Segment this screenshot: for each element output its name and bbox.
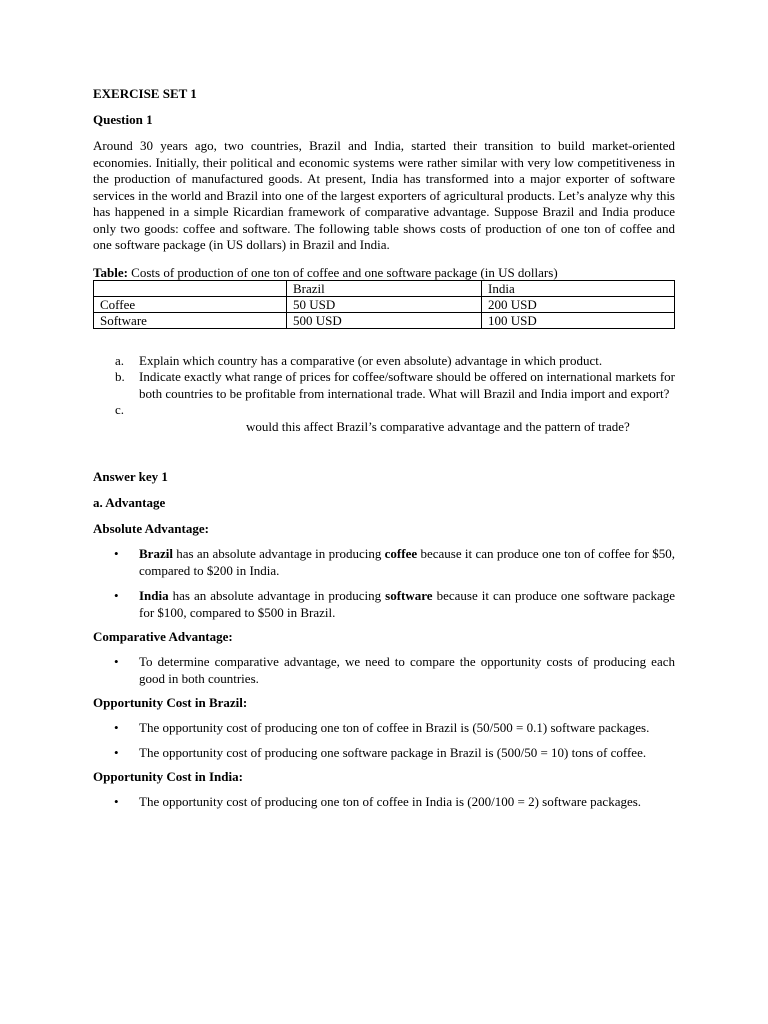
- section-a-title: a. Advantage: [93, 495, 166, 510]
- list-item: [93, 793, 675, 810]
- list-text: The opportunity cost of producing one ton of coffee in India is (200/100 = 2) software packages.: [139, 794, 642, 809]
- table-caption-text: Costs of production of one ton of coffee and one software package (in US dollars): [127, 264, 558, 280]
- good-name: software: [385, 588, 433, 603]
- question-marker: c.: [115, 402, 125, 417]
- intro-paragraph: Around 30 years ago, two countries, Brazil and India, started their transition to build market-oriented economies. Initially, their political and economic systems were rather similar with very low competitiveness in the production of manufactured goods. At present, India has transformed into a major exporter of software services in the world and Brazil into one of the largest exporters of agricultural products. Let’s analyze why this has happened in a simple Ricardian framework of comparative advantage. Suppose Brazil and India produce only two goods: coffee and software. The following table shows costs of production of one ton of coffee and one software package (in US dollars) in Brazil and India.: [93, 138, 675, 252]
- list-item: [93, 719, 675, 736]
- bullet: •: [114, 794, 119, 809]
- table-header-cell: Brazil: [287, 280, 482, 296]
- bullet: •: [114, 654, 119, 669]
- table-caption: [93, 265, 675, 280]
- table-caption-label: Table:: [93, 264, 128, 280]
- table-header-cell: India: [482, 280, 675, 296]
- list-text: To determine comparative advantage, we need to compare the opportunity costs of producing each good in both countries.: [139, 654, 675, 686]
- comparative-list: [93, 653, 675, 687]
- opp-brazil-list: [93, 719, 675, 761]
- country-name: India: [139, 588, 169, 603]
- answer-title: Answer key 1: [93, 469, 168, 484]
- list-text: has an absolute advantage in producing: [172, 546, 385, 561]
- list-text: because it can produce one software package for $100, compared to $500 in Brazil.: [139, 588, 675, 620]
- comparative-heading: Comparative Advantage:: [93, 629, 233, 644]
- table-header-cell: [94, 280, 287, 296]
- table-cell: 500 USD: [287, 312, 482, 328]
- list-text: The opportunity cost of producing one ton of coffee in Brazil is (50/500 = 0.1) software packages.: [139, 720, 650, 735]
- opp-india-heading: Opportunity Cost in India:: [93, 769, 243, 784]
- absolute-heading: Absolute Advantage:: [93, 521, 209, 536]
- country-name: Brazil: [139, 546, 173, 561]
- bullet: •: [114, 588, 119, 603]
- bullet: •: [114, 546, 119, 561]
- table-row: [94, 296, 675, 312]
- good-name: coffee: [384, 546, 418, 561]
- table-cell: Software: [94, 312, 287, 328]
- table-cell: Coffee: [94, 296, 287, 312]
- exercise-title: EXERCISE SET 1: [93, 86, 197, 101]
- list-item: [93, 653, 675, 687]
- bullet: •: [114, 720, 119, 735]
- question-item: [93, 369, 675, 402]
- question-marker: b.: [115, 369, 125, 384]
- question-c-continuation: would this affect Brazil’s comparative advantage and the pattern of trade?: [246, 418, 630, 434]
- absolute-list: [93, 545, 675, 621]
- table-cell: 50 USD: [287, 296, 482, 312]
- bullet: •: [114, 745, 119, 760]
- question-marker: a.: [115, 352, 125, 368]
- opp-brazil-heading: Opportunity Cost in Brazil:: [93, 695, 248, 710]
- list-item: [93, 744, 675, 761]
- cost-table: [93, 280, 675, 329]
- question-list: [93, 353, 675, 419]
- table-cell: 100 USD: [482, 312, 675, 328]
- list-text: The opportunity cost of producing one software package in Brazil is (500/50 = 10) tons of coffee.: [139, 745, 647, 760]
- question-text: Explain which country has a comparative (or even absolute) advantage in which product.: [139, 352, 603, 368]
- list-text: because it can produce one ton of coffee for $50, compared to $200 in India.: [139, 546, 676, 578]
- table-cell: 200 USD: [482, 296, 675, 312]
- question-item: [93, 402, 675, 419]
- question-title: Question 1: [93, 112, 153, 127]
- question-text: Indicate exactly what range of prices for coffee/software should be offered on international markets for both countries to be profitable from international trade. What will Brazil and India import and export?: [139, 369, 675, 401]
- list-text: has an absolute advantage in producing: [168, 588, 386, 603]
- list-item: [93, 587, 675, 621]
- table-header-row: [94, 280, 675, 296]
- table-row: [94, 312, 675, 328]
- question-item: [93, 353, 675, 370]
- opp-india-list: [93, 793, 675, 810]
- list-item: [93, 545, 675, 579]
- document-page: [93, 86, 675, 818]
